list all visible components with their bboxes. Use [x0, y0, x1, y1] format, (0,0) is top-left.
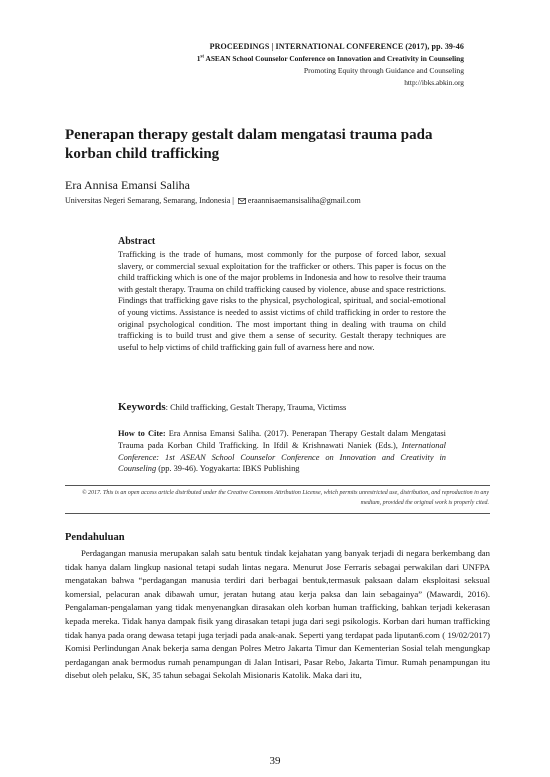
keywords — [118, 401, 346, 413]
journal-url[interactable]: http://ibks.abkin.org — [404, 78, 464, 87]
conference-theme: Promoting Equity through Guidance and Counseling — [303, 66, 464, 75]
abstract-heading: Abstract — [118, 236, 156, 247]
author-name: Era Annisa Emansi Saliha — [65, 178, 190, 192]
divider-bottom — [65, 513, 490, 514]
email-icon — [238, 198, 246, 204]
abstract-text: Trafficking is the trade of humans, most commonly for the purpose of forced labor, sexual slavery, or commercial sexual exploitation for the trafficker or others. This paper is focus on the child trafficking which is one of the major problems in Indonesia and how to resolve their trauma with gestalt therapy. Trauma on child trafficking caused by violence, abuse and space restrictions. Findings that trafficking gave risks to the physical, psychological, spiritual, and social-emotional of young victims. Assistance is needed to assist victims of child trafficking in order to restore the original psychological condition. The most important thing in dealing with trauma on child trafficking is to build trust and give them a sense of security. Gestalt therapy techniques are useful to help victims of child trafficking gain full of avarness here and now. — [118, 250, 446, 352]
license-notice: © 2017. This is an open access article distributed under the Creative Commons Attribution License, which permits unrestricted use, distribution, and reproduction in any medium, provided the original work is properly cited. — [81, 490, 489, 506]
conference-name: 1st ASEAN School Counselor Conference on Innovation and Creativity in Counseling — [196, 54, 464, 63]
section-body: Perdagangan manusia merupakan salah satu bentuk tindak kejahatan yang banyak terjadi di negara berkembang dan tidak hanya dalam lingkup nasional tetapi sudah lintas negara. Menurut Jose Ferraris sebagai perwakilan dari UNFPA mengatakan bahwa “perdagangan manusia terdiri dari berbagai bentuk,termasuk paksaan dalam eksploitasi seksual komersial, pelacuran anak dibawah umur, jeratan hutang atau kerja paksa dan lain sebagainya” (Mawardi, 2016). Pengalaman-pengalaman yang tidak menyenangkan dirasakan oleh korban human trafficking, bahkan terjadi kekerasan kepada mereka. Tidak hanya dampak fisik yang dirasakan tetapi juga dari segi psikologis. Korban dari human trafficking tidak hanya pada orang dewasa tetapi juga terjadi pada anak-anak. Seperti yang terdapat pada liputan6.com ( 19/02/2017) Komisi Perlindungan Anak bekerja sama dengan Polres Metro Jakarta Timur dan Kementerian Sosial telah mengungkap perdagangan anak bermodus rumah penampungan di Jalan Intisari, Pasar Rebo, Jakarta Timur. Rumah penampungan itu disebut oleh pelaku, SK, 35 tahun sebagai Sekolah Misionaris Katolik. Maka dari itu, — [65, 548, 490, 681]
cite-label: How to Cite: — [118, 429, 166, 438]
paper-title: Penerapan therapy gestalt dalam mengatasi trauma pada korban child trafficking — [65, 127, 433, 162]
author-affiliation: Universitas Negeri Semarang, Semarang, Indonesia | eraannisaemansisaliha@gmail.com — [65, 196, 361, 205]
page-number: 39 — [269, 755, 281, 767]
proceedings-header: PROCEEDINGS | INTERNATIONAL CONFERENCE (2017), pp. 39-46 — [209, 42, 464, 51]
divider-top — [65, 485, 490, 486]
keywords-list: : Child trafficking, Gestalt Therapy, Trauma, Victimss — [165, 403, 347, 412]
how-to-cite: How to Cite: Era Annisa Emansi Saliha. (2017). Penerapan Therapy Gestalt dalam Mengatasi Trauma pada Korban Child Trafficking. In Ifdil & Krishnawati Naniek (Eds.), International Conference: 1st ASEAN School Counselor Conference on Innovation and Creativity in Counseling (pp. 39-46). Yogyakarta: IBKS Publishing — [118, 429, 446, 474]
keywords-label: Keywords — [118, 401, 166, 413]
section-heading: Pendahuluan — [65, 532, 125, 543]
author-email[interactable]: eraannisaemansisaliha@gmail.com — [247, 196, 361, 205]
